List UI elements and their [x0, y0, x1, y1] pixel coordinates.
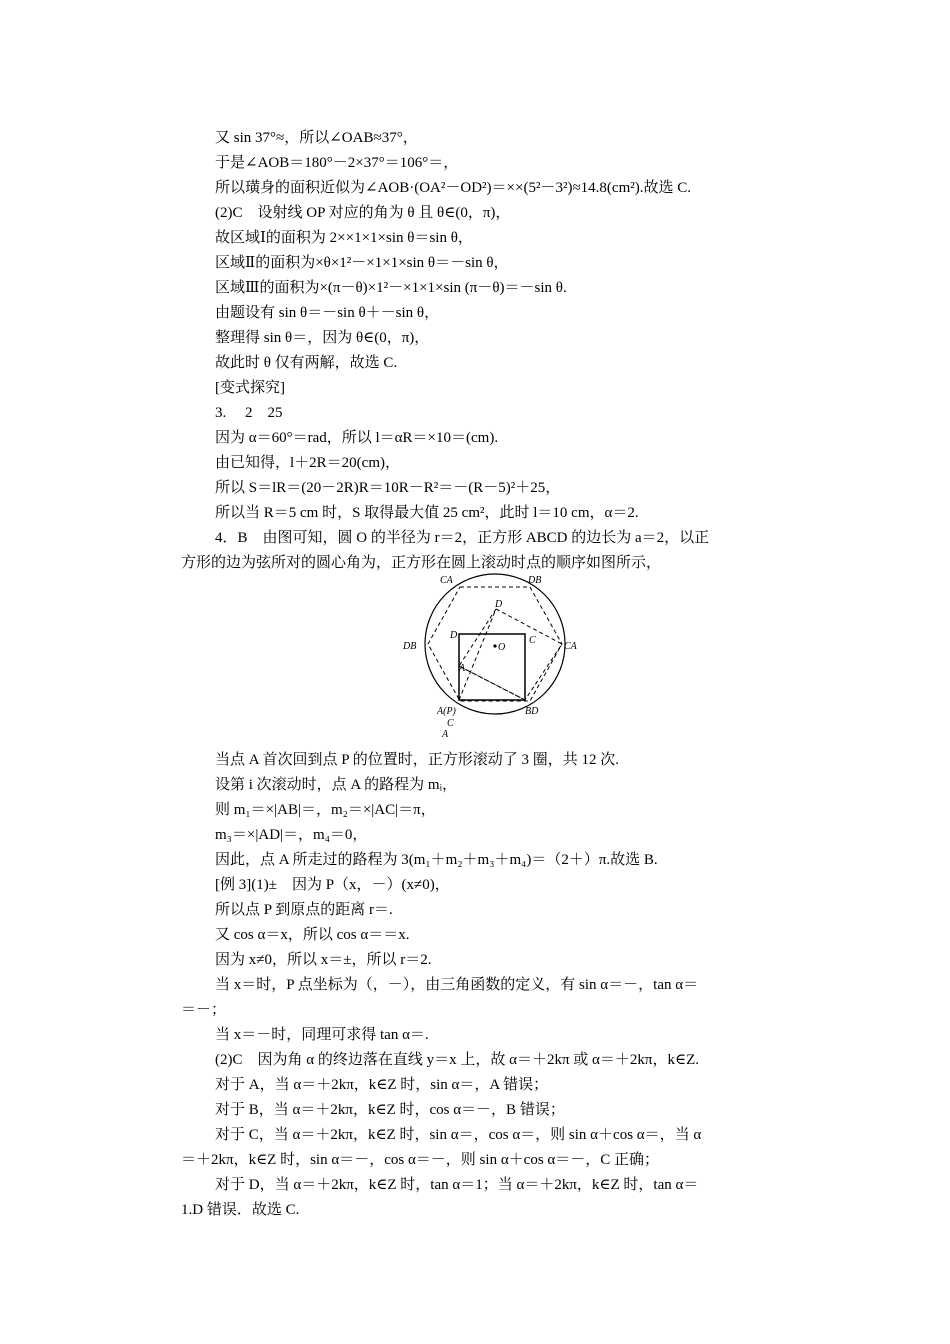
text-line: 所以当 R＝5 cm 时，S 取得最大值 25 cm²，此时 l＝10 cm，α＝2. — [215, 505, 639, 521]
text-line: 因此，点 A 所走过的路程为 3(m₁＋m₂＋m₃＋m₄)＝（2＋）π.故选 B. — [215, 852, 658, 868]
text-line: 4．B 由图可知，圆 O 的半径为 r＝2，正方形 ABCD 的边长为 a＝2，以正 — [215, 530, 710, 546]
label-inner-c: C — [529, 635, 536, 646]
square-abcd — [459, 634, 525, 700]
label-right: CA — [564, 641, 577, 652]
text-line: 设第 i 次滚动时，点 A 的路程为 mᵢ， — [215, 777, 458, 793]
section-heading: [变式探究] — [215, 380, 285, 396]
center-dot — [493, 644, 496, 647]
text-line: 所以 S＝lR＝(20－2R)R＝10R－R²＝－(R－5)²＋25， — [215, 480, 561, 496]
text-line: 3. 2 25 — [215, 405, 283, 421]
text-line: 因为 x≠0，所以 x＝±，所以 r＝2. — [215, 952, 432, 968]
text-line: 区域Ⅲ的面积为×(π－θ)×1²－×1×1×sin (π－θ)＝－sin θ. — [215, 280, 567, 296]
text-line: 又 sin 37°≈，所以∠OAB≈37°， — [215, 130, 418, 146]
text-line: 当点 A 首次回到点 P 的位置时，正方形滚动了 3 圈，共 12 次. — [215, 752, 620, 768]
text-line: ＝－； — [181, 1002, 227, 1018]
text-line: 对于 B，当 α＝＋2kπ，k∈Z 时，cos α＝－，B 错误； — [215, 1102, 565, 1118]
text-line: 于是∠AOB＝180°－2×37°＝106°＝， — [215, 155, 459, 171]
diagonal-dashed — [459, 609, 496, 700]
label-rot-d: D — [495, 599, 503, 610]
label-bottom-left: A(P) — [437, 706, 456, 717]
label-top-left: CA — [440, 575, 453, 586]
text-line: m₃＝×|AD|＝，m₄＝0， — [215, 827, 368, 843]
circle-o — [425, 574, 565, 714]
text-line: 故区域Ⅰ的面积为 2××1×1×sin θ＝sin θ， — [215, 230, 473, 246]
label-bottom-left-a: A — [442, 729, 449, 740]
text-line: (2)C 因为角 α 的终边落在直线 y＝x 上，故 α＝＋2kπ 或 α＝＋2kπ，k∈Z. — [215, 1052, 699, 1068]
label-bottom-left-c: C — [447, 718, 454, 729]
label-inner-d: D — [450, 630, 458, 641]
label-left: DB — [403, 641, 417, 652]
text-line: ＝＋2kπ，k∈Z 时，sin α＝－，cos α＝－，则 sin α＋cos α＝－，C 正确； — [181, 1152, 660, 1168]
label-top-right: DB — [528, 575, 542, 586]
text-line: 1.D 错误．故选 C. — [181, 1202, 300, 1218]
text-line: 对于 A，当 α＝＋2kπ，k∈Z 时，sin α＝，A 错误； — [215, 1077, 549, 1093]
text-line: 区域Ⅱ的面积为×θ×1²－×1×1×sin θ＝－sin θ， — [215, 255, 509, 271]
rotated-square-dashed — [459, 609, 562, 700]
text-line: 所以点 P 到原点的距离 r＝. — [215, 902, 393, 918]
text-line: 由题设有 sin θ＝－sin θ＋－sin θ， — [215, 305, 440, 321]
text-line: 又 cos α＝x，所以 cos α＝＝x. — [215, 927, 410, 943]
text-line: 对于 D，当 α＝＋2kπ，k∈Z 时，tan α＝1；当 α＝＋2kπ，k∈Z 时，tan α＝ — [215, 1177, 699, 1193]
label-inner-a: A — [459, 663, 466, 674]
text-line: 整理得 sin θ＝，因为 θ∈(0，π)， — [215, 330, 430, 346]
label-bottom-right: BD — [525, 706, 539, 717]
text-line: 对于 C，当 α＝＋2kπ，k∈Z 时，sin α＝，cos α＝，则 sin α＋cos α＝，当 α — [215, 1127, 702, 1143]
label-inner-o: O — [498, 642, 506, 653]
rolling-square-figure — [400, 568, 590, 740]
text-line: 则 m₁＝×|AB|＝，m₂＝×|AC|＝π， — [215, 802, 436, 818]
text-line: 由已知得，l＋2R＝20(cm)， — [215, 455, 400, 471]
text-line: 故此时 θ 仅有两解，故选 C. — [215, 355, 398, 371]
text-line: 因为 α＝60°＝rad，所以 l＝αR＝×10＝(cm). — [215, 430, 499, 446]
text-line: [例 3](1)± 因为 P（x，－）(x≠0)， — [215, 877, 450, 893]
text-line: 所以璜身的面积近似为∠AOB·(OA²－OD²)＝××(5²－3²)≈14.8(cm²).故选 C. — [215, 180, 692, 196]
text-line: (2)C 设射线 OP 对应的角为 θ 且 θ∈(0，π)， — [215, 205, 511, 221]
text-line: 当 x＝－时，同理可求得 tan α＝. — [215, 1027, 429, 1043]
text-line: 当 x＝时，P 点坐标为（，－），由三角函数的定义，有 sin α＝－，tan α＝ — [215, 977, 699, 993]
text-line: 方形的边为弦所对的圆心角为，正方形在圆上滚动时点的顺序如图所示， — [181, 555, 662, 571]
